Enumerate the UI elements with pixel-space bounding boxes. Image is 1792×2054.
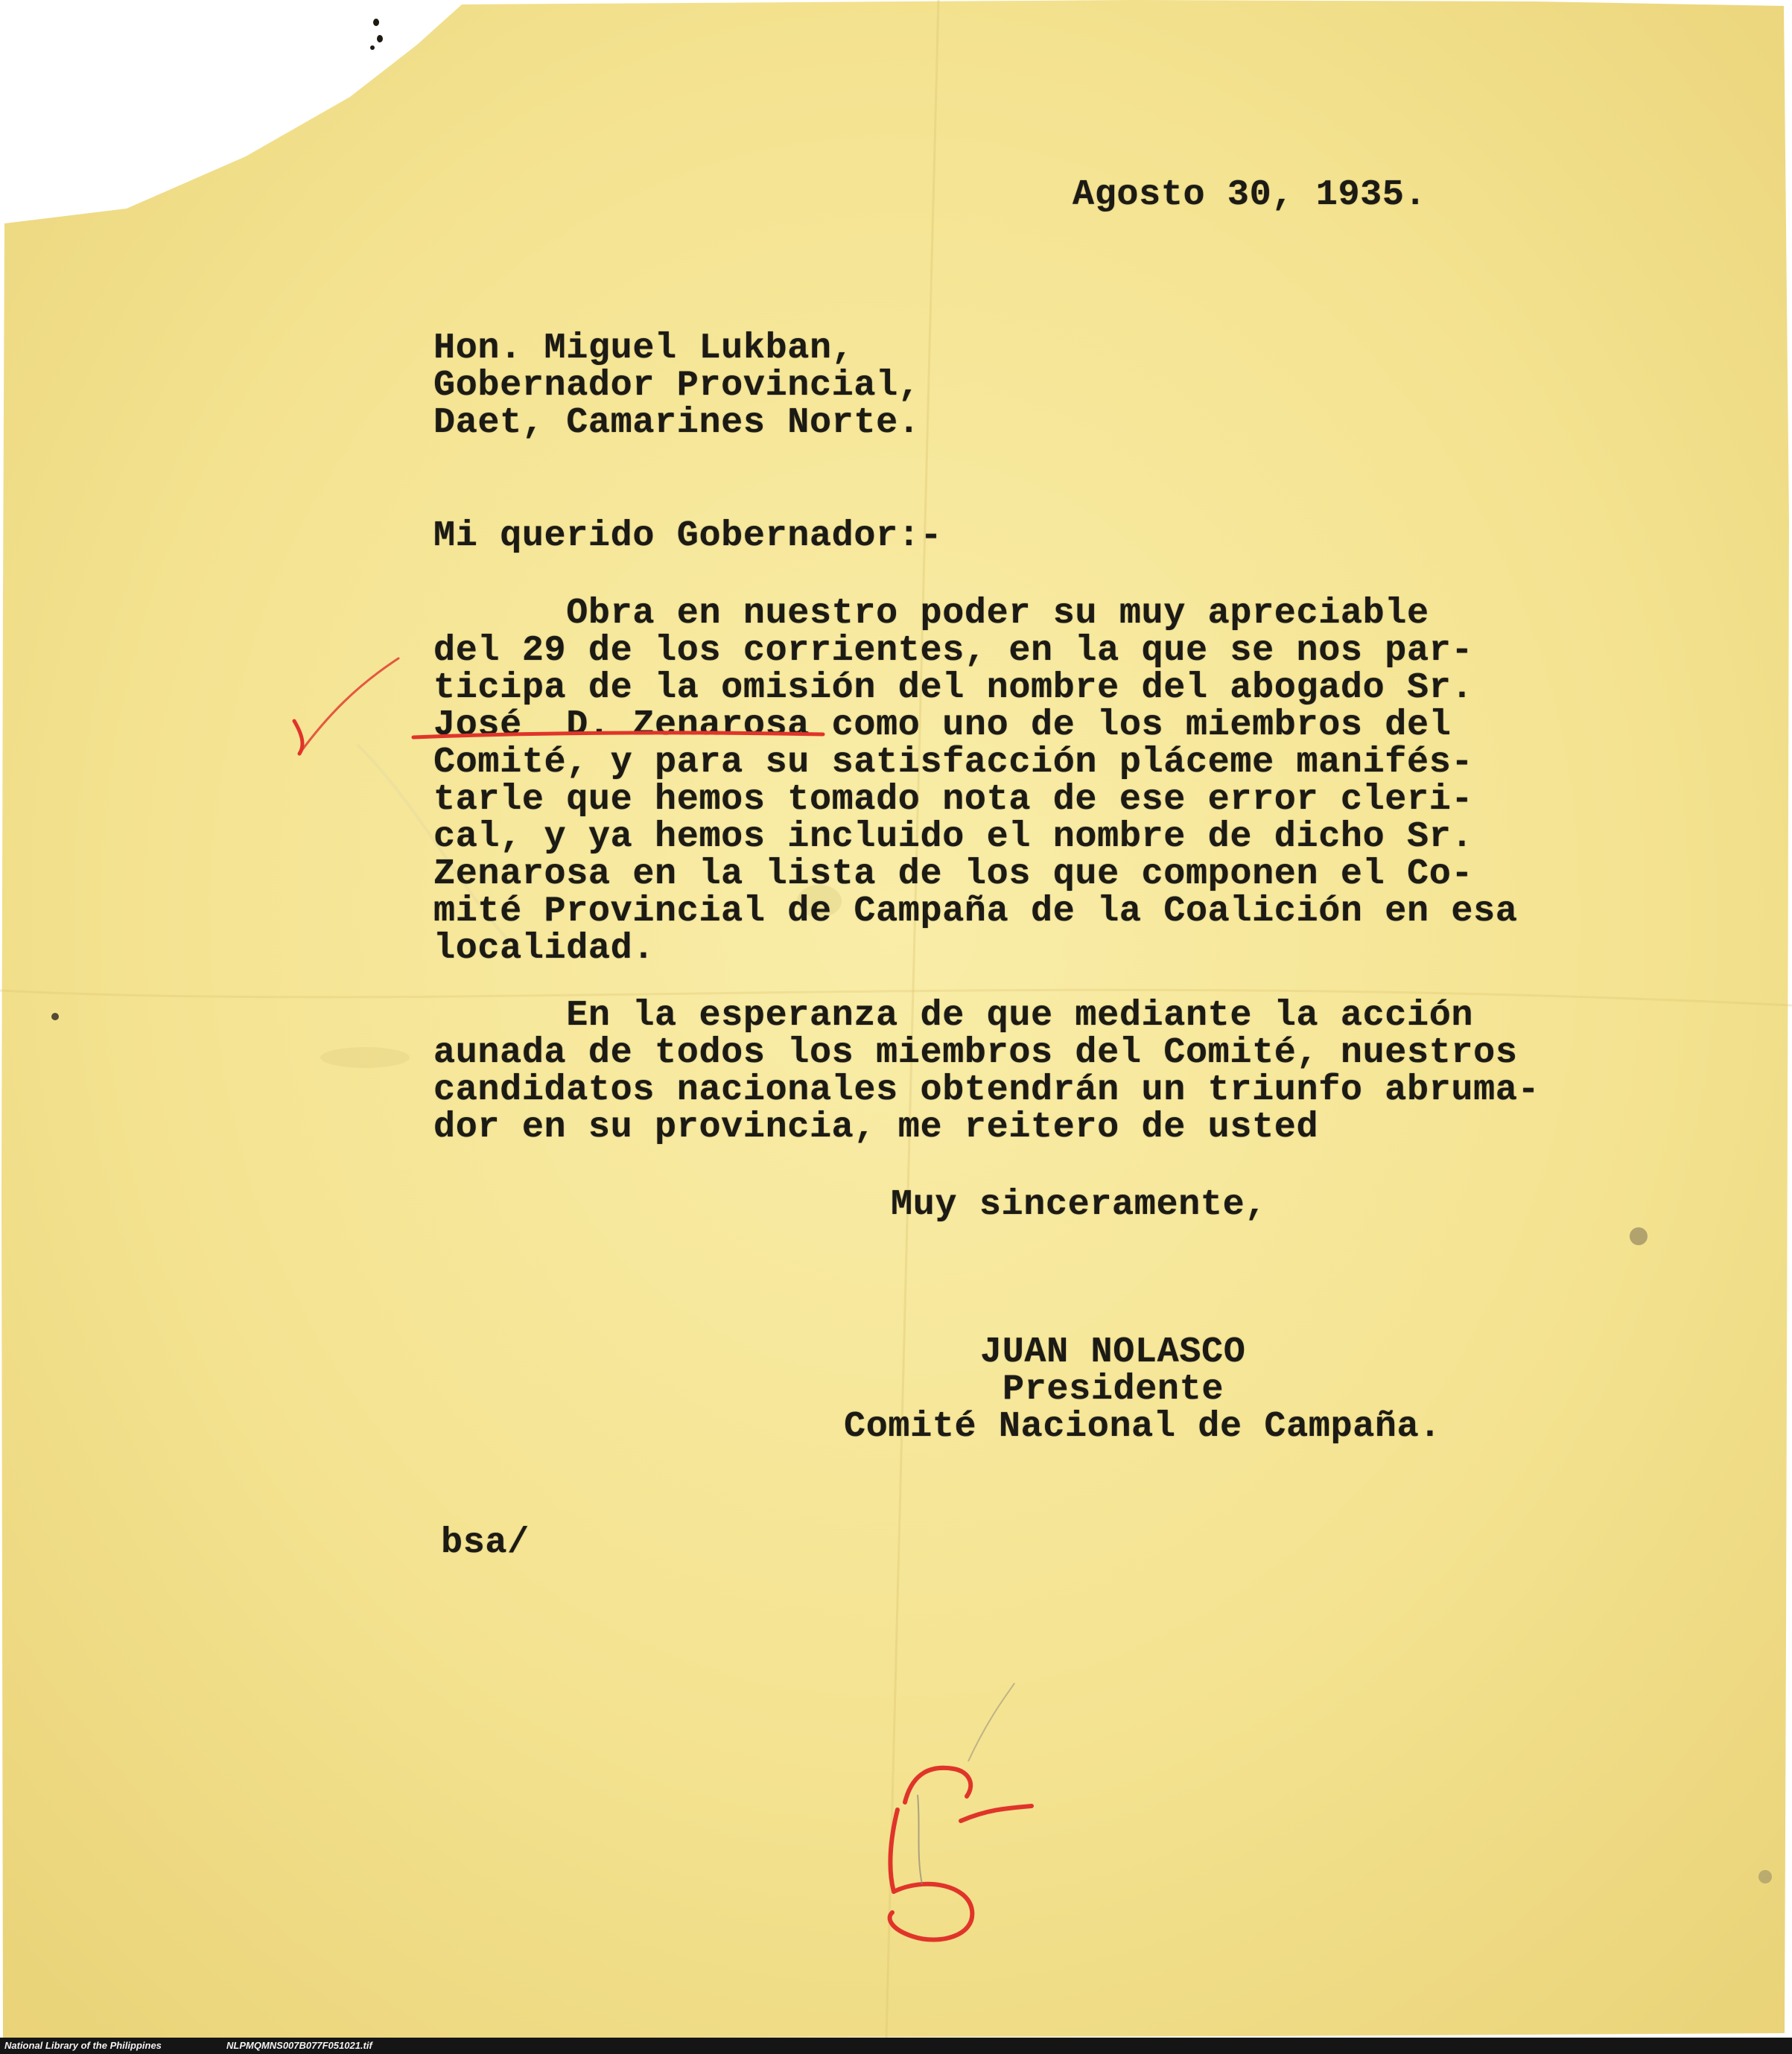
- paragraph-1-line: mité Provincial de Campaña de la Coalición en esa: [433, 891, 1518, 932]
- paragraph-1-line: Comité, y para su satisfacción pláceme manifés-: [433, 742, 1474, 783]
- paragraph-2-line: dor en su provincia, me reitero de usted: [433, 1107, 1319, 1148]
- signatory-role: Presidente: [1003, 1369, 1224, 1410]
- closing: Muy sinceramente,: [891, 1184, 1267, 1225]
- archive-institution: National Library of the Philippines: [4, 2040, 162, 2051]
- typist-initials: bsa/: [441, 1522, 530, 1563]
- paragraph-2-line: En la esperanza de que mediante la acción: [433, 995, 1474, 1036]
- paragraph-1-line: cal, y ya hemos incluido el nombre de dicho Sr.: [433, 816, 1474, 857]
- archive-footer-bar: [0, 2038, 1792, 2054]
- letter-date: Agosto 30, 1935.: [1073, 174, 1427, 215]
- recipient-title: Gobernador Provincial,: [433, 365, 921, 406]
- paragraph-1-line: Zenarosa en la lista de los que componen el Co-: [433, 853, 1474, 894]
- paragraph-1-line: ticipa de la omisión del nombre del abogado Sr.: [433, 667, 1474, 708]
- paragraph-1-line: Obra en nuestro poder su muy apreciable: [433, 593, 1429, 634]
- paragraph-2-line: aunada de todos los miembros del Comité, nuestros: [433, 1032, 1518, 1073]
- recipient-name: Hon. Miguel Lukban,: [433, 328, 854, 369]
- recipient-place: Daet, Camarines Norte.: [433, 402, 921, 443]
- paragraph-1-line: José D. Zenarosa como uno de los miembros del: [433, 705, 1452, 745]
- paragraph-1-line: localidad.: [433, 928, 655, 969]
- signatory-organization: Comité Nacional de Campaña.: [844, 1406, 1442, 1447]
- signatory-name: JUAN NOLASCO: [980, 1332, 1246, 1373]
- paragraph-1-line: tarle que hemos tomado nota de ese error cleri-: [433, 779, 1474, 820]
- salutation: Mi querido Gobernador:-: [433, 515, 943, 556]
- archive-file-id: NLPMQMNS007B077F051021.tif: [226, 2040, 372, 2051]
- paragraph-1-line: del 29 de los corrientes, en la que se nos par-: [433, 630, 1474, 671]
- paragraph-2-line: candidatos nacionales obtendrán un triunfo abruma-: [433, 1069, 1540, 1110]
